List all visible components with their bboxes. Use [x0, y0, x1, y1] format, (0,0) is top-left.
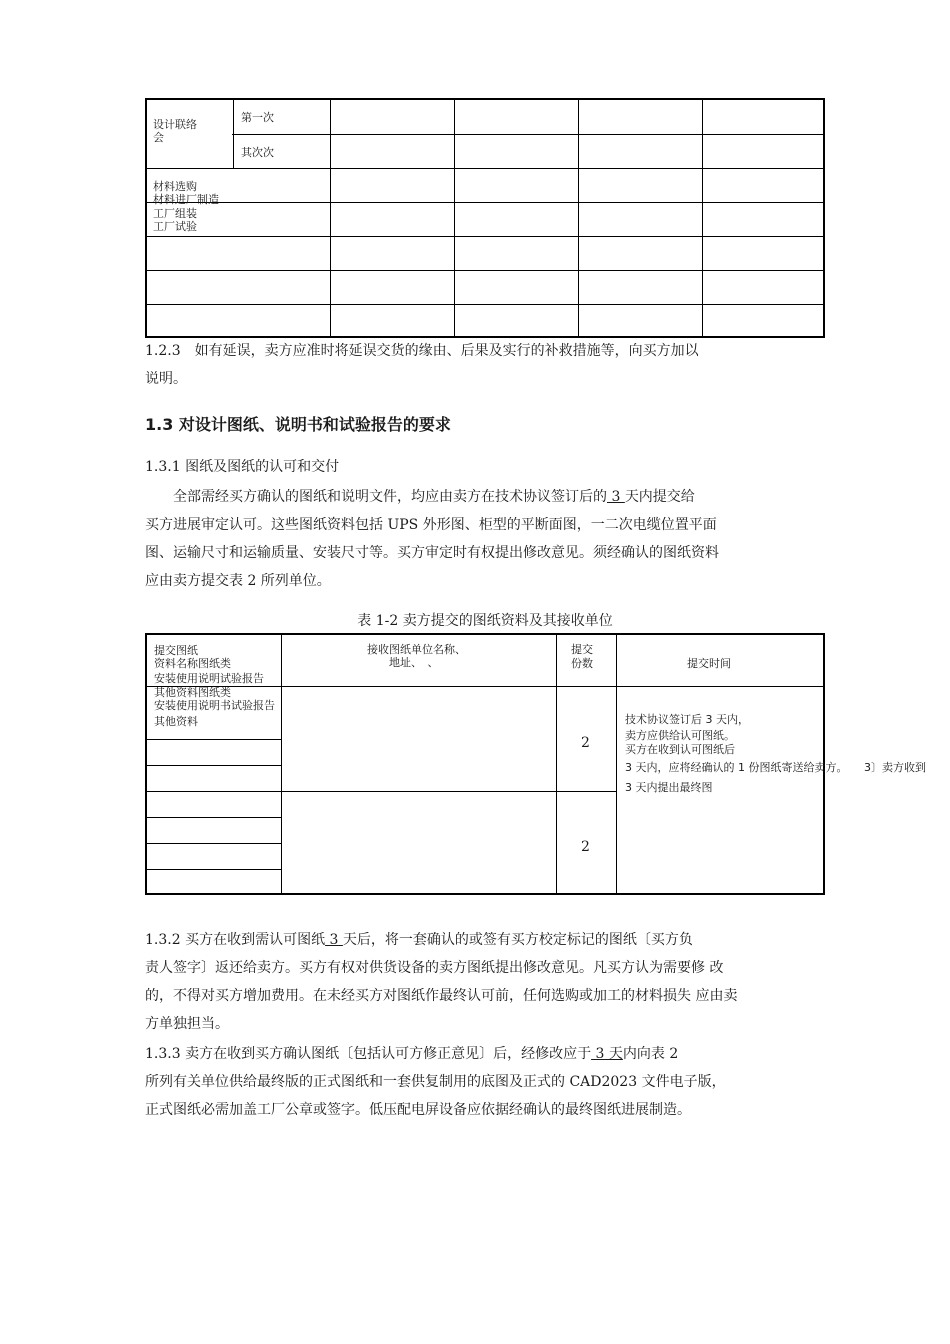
- table-caption: 表 1-2 卖方提交的图纸资料及其接收单位: [357, 613, 613, 629]
- p132-line4: 方单独担当。: [145, 1016, 229, 1032]
- p131-text: 全部需经买方确认的图纸和说明文件，均应由卖方在技术协议签订后的: [173, 489, 607, 505]
- header-col1-line6: 其他资料: [154, 715, 198, 728]
- time-line3: 买方在收到认可图纸后: [625, 743, 735, 756]
- schedule-table: [145, 98, 825, 338]
- p132-text-b: 天后，将一套确认的或签有买方校定标记的图纸〔买方负: [342, 932, 693, 948]
- paragraph-1-2-3-line1: 1.2.3 如有延误，卖方应准时将延误交货的缘由、后果及实行的补救措施等，向买方加以: [145, 343, 699, 359]
- time-line2: 卖方应供给认可图纸。: [625, 729, 735, 742]
- paragraph-1-2-3-line2: 说明。: [145, 371, 187, 387]
- stacked-label-3: 工厂组装: [153, 207, 197, 220]
- section-heading-1-3: 1.3 对设计图纸、说明书和试验报告的要求: [145, 415, 451, 434]
- p131-line2: 买方进展审定认可。这些图纸资料包括 UPS 外形图、柜型的平断面图，一二次电缆位置平面: [145, 517, 717, 533]
- time-line5: 3 天内提出最终图: [625, 781, 713, 794]
- copies-group1: 2: [581, 735, 590, 751]
- p131-text-b: 天内提交给: [624, 489, 695, 505]
- time-line1: 技术协议签订后 3 天内，: [625, 713, 749, 726]
- time-line4: 3 天内，应将经确认的 1 份图纸寄送给卖方。 3〕卖方收到: [625, 761, 926, 774]
- paragraph-1-3-2: [145, 926, 825, 1038]
- header-col1-line3: 安装使用说明试验报告: [154, 672, 264, 685]
- p133-days: 3 天: [591, 1046, 623, 1062]
- paragraph-1-3-1: [145, 483, 825, 595]
- paragraph-1-2-3: [145, 337, 825, 393]
- header-col3-line1: 提交: [571, 643, 593, 656]
- p131-line4: 应由卖方提交表 2 所列单位。: [145, 573, 331, 589]
- header-col3-line2: 份数: [571, 657, 593, 670]
- p133-line2: 所列有关单位供给最终版的正式图纸和一套供复制用的底图及正式的 CAD2023 文件电子版，: [145, 1074, 726, 1090]
- p133-text: 1.3.3 卖方在收到买方确认图纸〔包括认可方修正意见〕后，经修改应于: [145, 1046, 592, 1062]
- drawing-submission-table: [145, 633, 926, 895]
- p132-line3: 的，不得对买方增加费用。在未经买方对图纸作最终认可前，任何选购或加工的材料损失 应由卖: [145, 988, 738, 1004]
- header-col2-line2: 地址、 、: [389, 656, 439, 669]
- header-col4: 提交时间: [687, 657, 731, 670]
- p131-line3: 图、运输尺寸和运输质量、安装尺寸等。买方审定时有权提出修改意见。须经确认的图纸资料: [145, 545, 719, 561]
- header-col1-line2: 资料名称图纸类: [154, 657, 231, 670]
- p131-days: 3: [607, 489, 625, 505]
- header-col1-line1: 提交图纸: [154, 644, 198, 657]
- paragraph-1-3-3: [145, 1040, 825, 1124]
- p132-text: 1.3.2 买方在收到需认可图纸: [145, 932, 326, 948]
- header-col1-line4: 其他资料图纸类: [154, 686, 231, 699]
- stacked-label-4: 工厂试验: [153, 220, 197, 233]
- subheading-1-3-1: 1.3.1 图纸及图纸的认可和交付: [145, 459, 340, 475]
- second-meeting-label: 其次次: [241, 146, 274, 159]
- p133-line3: 正式图纸必需加盖工厂公章或签字。低压配电屏设备应依据经确认的最终图纸进展制造。: [145, 1102, 691, 1118]
- stacked-label-1: 材料选购: [153, 180, 197, 193]
- first-meeting-label: 第一次: [241, 111, 274, 124]
- header-col2-line1: 接收图纸单位名称、: [367, 643, 466, 656]
- p133-text-b: 内向表 2: [622, 1046, 679, 1062]
- p132-days: 3: [325, 932, 343, 948]
- stacked-label-2: 材料进厂制造: [153, 193, 219, 206]
- copies-group2: 2: [581, 839, 590, 855]
- p132-line2: 责人签字〕返还给卖方。买方有权对供货设备的卖方图纸提出修改意见。凡买方认为需要修 改: [145, 960, 724, 976]
- header-col1-line5: 安装使用说明书试验报告: [154, 699, 275, 712]
- design-meeting-label: 设计联络 会: [153, 118, 197, 144]
